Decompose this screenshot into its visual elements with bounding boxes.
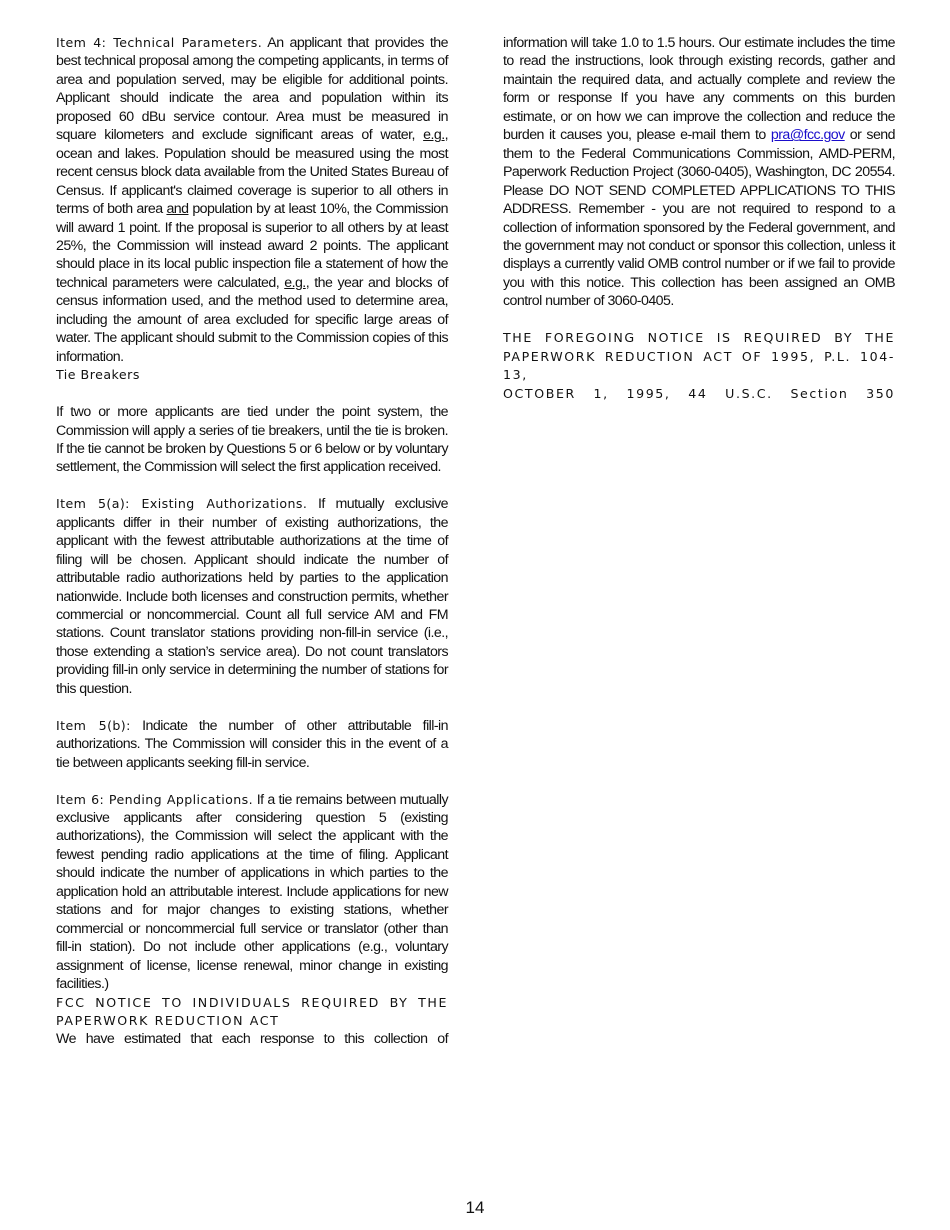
item-5a-paragraph: Item 5(a): Existing Authorizations. If mutually exclusive applicants differ in their number of existing authorizations, the applicant with the fewest attributable authorizations at the time of filing will be chosen. Applicant should indicate the number of attributable radio authorizations held by parties to the application nationwide. Include both licenses and construction permits, whether commercial or noncommercial. Count all full service AM and FM stations. Count translator stations providing non-fill-in service (i.e., those extending a station’s service area). Do not count translators providing fill-in only service in determining the number of stations for this question.	[56, 496, 448, 697]
item-4-paragraph: Item 4: Technical Parameters. An applicant that provides the best technical proposal among the competing applicants, in terms of area and population served, may be eligible for additional points. Applicant should indicate the area and population within its proposed 60 dBu service contour. Area must be measured in square kilometers and exclude significant areas of water, e.g., ocean and lakes. Population should be measured using the most recent census block data available from the United States Bureau of Census. If applicant's claimed coverage is superior to all others in terms of both area and population by at least 10%, the Commission will award 1 point. If the proposal is superior to all others by at least 25%, the Commission will instead award 2 points. The applicant should place in its local public inspection file a statement of how the technical parameters were calculated, e.g., the year and blocks of census information used, and the method used to determine area, including the amount of area excluded for specific large areas of water. The applicant should submit to the Commission copies of this information.	[56, 35, 448, 365]
footer-line-2: PAPERWORK REDUCTION ACT OF 1995, P.L. 104-13,	[503, 348, 895, 383]
item-5b-paragraph: Item 5(b): Indicate the number of other attributable fill-in authorizations. The Commission will consider this in the event of a tie between applicants seeking fill-in service.	[56, 717, 448, 771]
notice-heading-line-2: PAPERWORK REDUCTION ACT	[56, 1012, 280, 1028]
notice-paragraph-continued: information will take 1.0 to 1.5 hours. Our estimate includes the time to read the instructions, look through existing records, gather and maintain the required data, and actually complete and review the form or response If you have any comments on this burden estimate, or on how we can improve the collection and reduce the burden it causes you, please e-mail them to pra@fcc.gov or send them to the Federal Communications Commission, AMD-PERM, Paperwork Reduction Project (3060-0405), Washington, DC 20554. Please DO NOT SEND COMPLETED APPLICATIONS TO THIS ADDRESS. Remember - you are not required to respond to a collection of information sponsored by the Federal government, and the government may not conduct or sponsor this collection, unless it displays a currently valid OMB control number or if we fail to provide you with this notice. This collection has been assigned an OMB control number of 3060-0405.	[503, 35, 895, 310]
paperwork-act-footer	[503, 329, 895, 403]
tie-breakers-heading: Tie Breakers	[56, 367, 140, 383]
page-number: 14	[465, 1198, 485, 1217]
item-6-paragraph: Item 6: Pending Applications. If a tie remains between mutually exclusive applicants after considering question 5 (existing authorizations), the Commission will select the applicant with the fewest pending radio applications at the time of filing. Applicant should indicate the number of applications in which parties to the application hold an attributable interest. Include applications for new stations and for major changes to existing stations, whether commercial or noncommercial full service or translator (other than fill-in station). Do not include other applications (e.g., voluntary assignment of license, license renewal, minor change in existing facilities.)	[56, 791, 449, 993]
right-column	[503, 34, 895, 403]
notice-heading-line-1: FCC NOTICE TO INDIVIDUALS REQUIRED BY THE	[56, 994, 448, 1010]
email-link[interactable]: pra@fcc.gov	[770, 127, 845, 144]
notice-paragraph-start: We have estimated that each response to this collection of	[56, 1031, 448, 1048]
item-4-heading: Item 4: Technical Parameters.	[56, 35, 263, 50]
item-6-heading: Item 6: Pending Applications.	[56, 791, 253, 807]
tie-breakers-paragraph: If two or more applicants are tied under the point system, the Commission will apply a series of tie breakers, until the tie is broken. If the tie cannot be broken by Questions 5 or 6 below or by voluntary settlement, the Commission will select the first application received.	[56, 404, 448, 476]
footer-line-3: OCTOBER 1, 1995, 44 U.S.C. Section 350	[503, 385, 895, 401]
item-5b-heading: Item 5(b):	[56, 717, 131, 733]
footer-line-1: THE FOREGOING NOTICE IS REQUIRED BY THE	[503, 330, 895, 346]
item-5a-heading: Item 5(a): Existing Authorizations.	[56, 496, 308, 512]
left-column	[56, 34, 448, 1049]
